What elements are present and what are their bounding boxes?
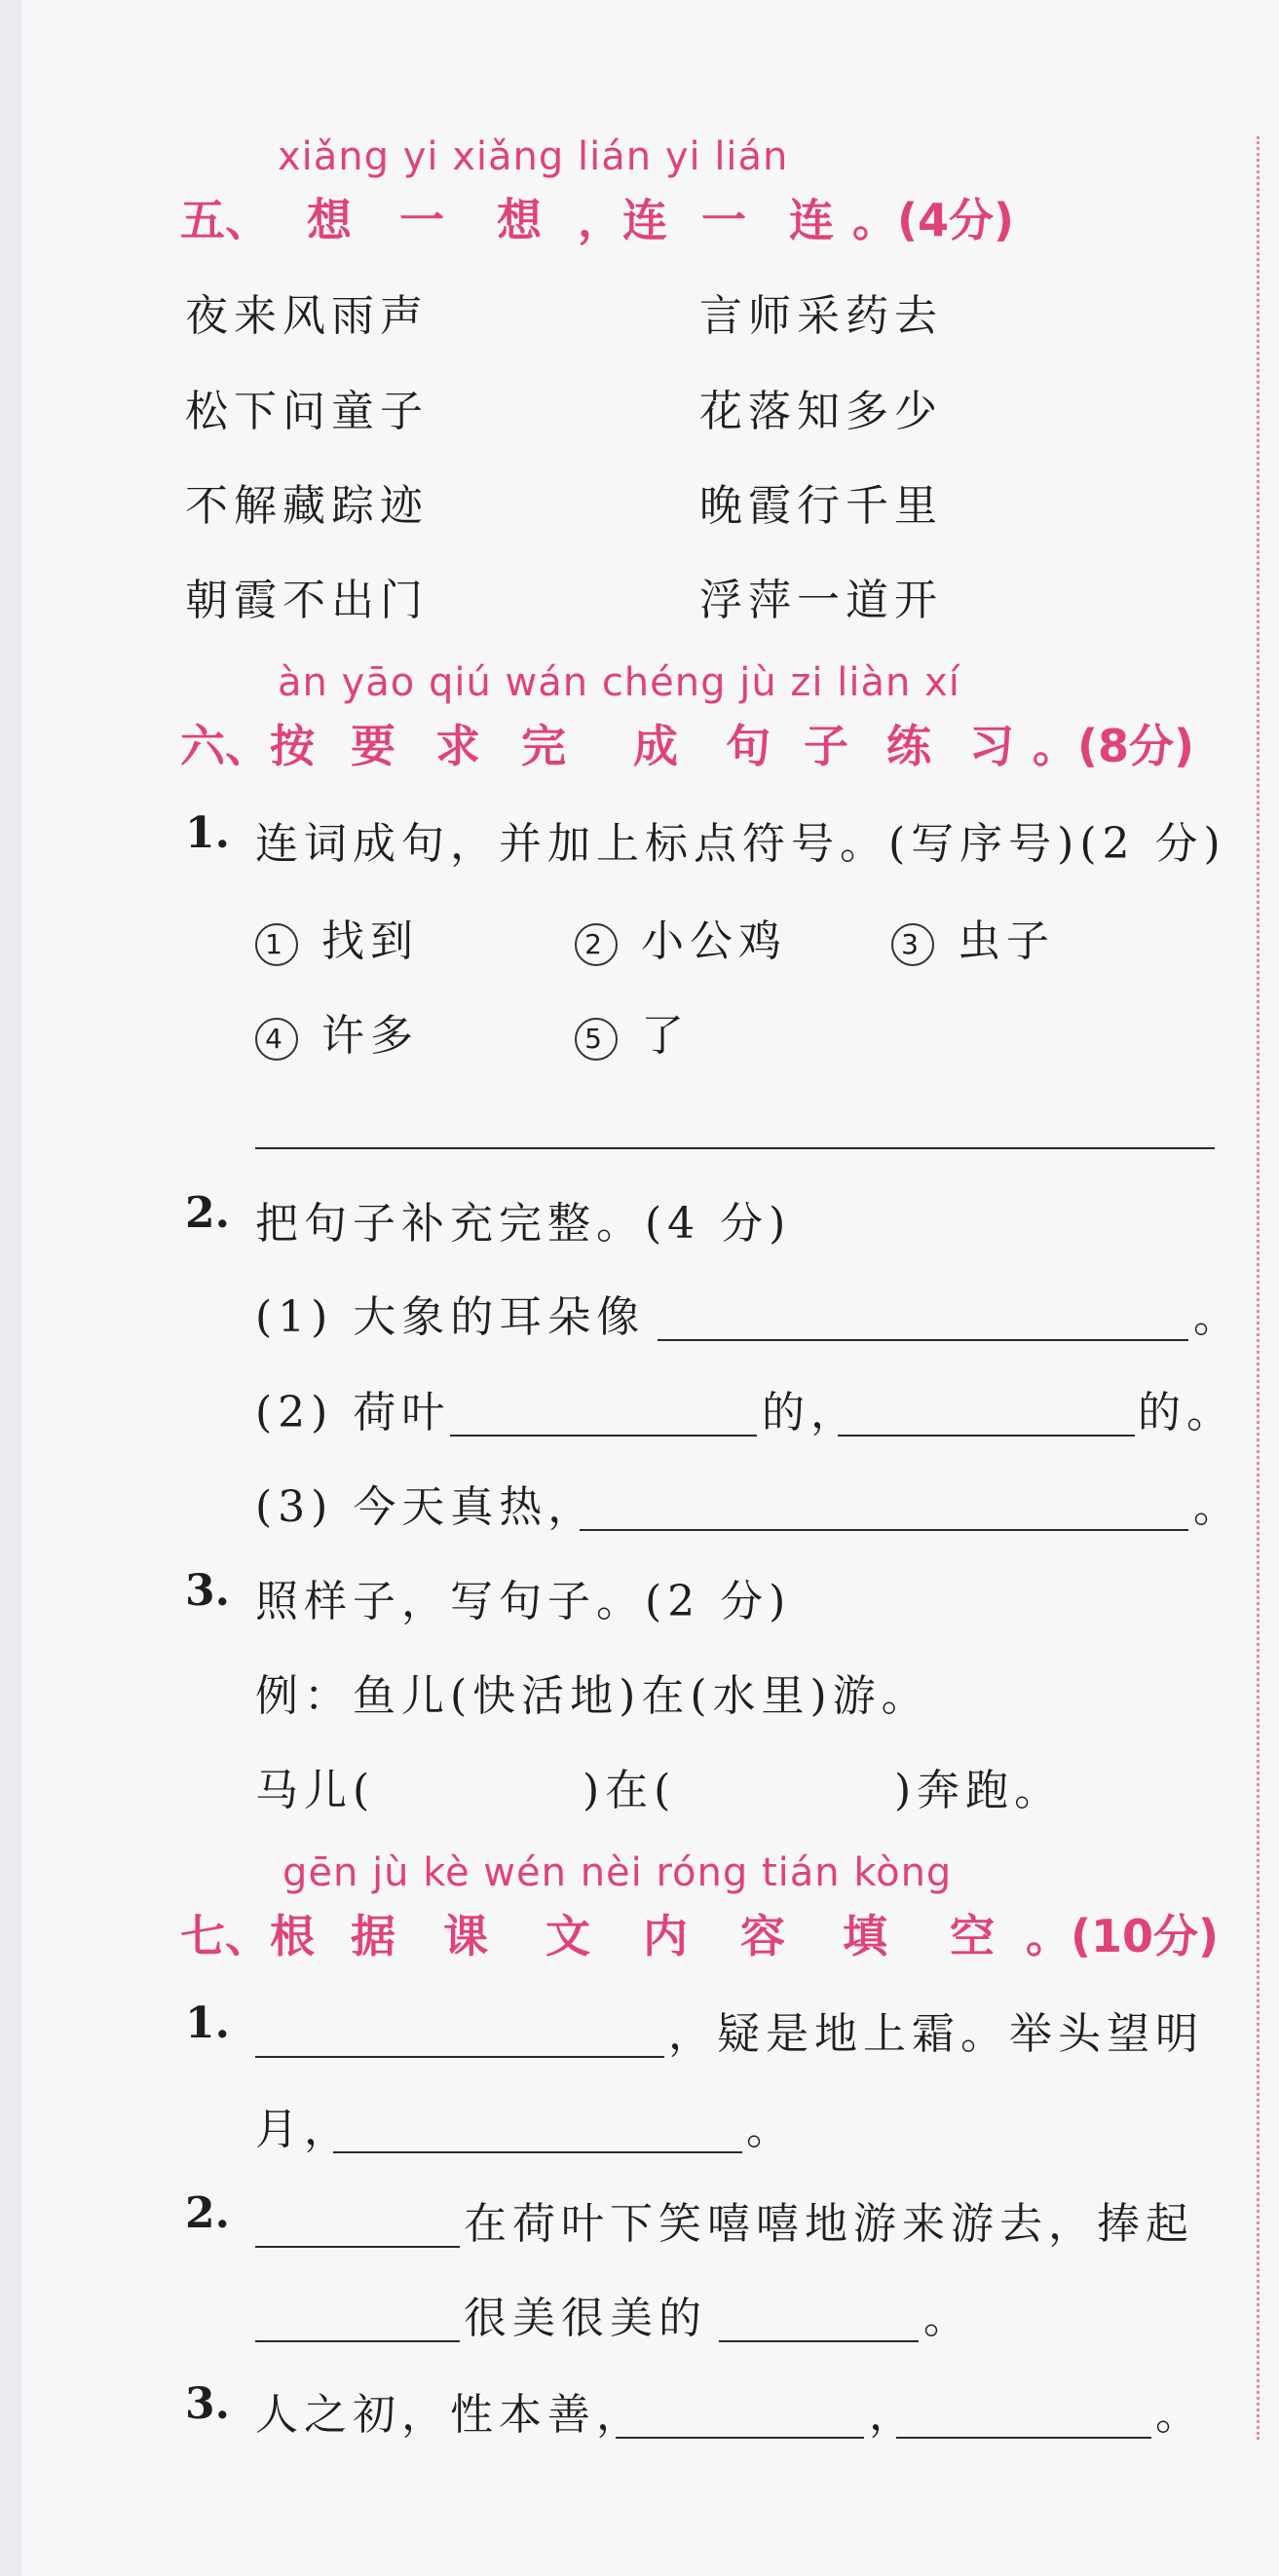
heading-part: 课 (443, 1910, 488, 1962)
word-option[interactable] (255, 1000, 419, 1063)
circled-number-1: 1 (255, 923, 298, 966)
section5-pinyin: xiǎng yi xiǎng lián yi lián (278, 134, 789, 179)
poem-right-3[interactable]: 晚霞行千里 (699, 481, 943, 531)
section6-pinyin: àn yāo qiú wán chéng jù zi liàn xí (278, 660, 960, 705)
answer-blank-q7-2c[interactable] (719, 2340, 919, 2342)
q6-3-example: 例：鱼儿(快活地)在(水里)游。 (255, 1671, 930, 1721)
q7-2-text-2: 很美很美的 (464, 2294, 707, 2343)
q7-3-text: 人之初，性本善， (255, 2390, 645, 2440)
poem-right-4[interactable]: 浮萍一道开 (699, 576, 943, 625)
circled-number-4: 4 (255, 1018, 298, 1061)
heading-part: 。(4分) (852, 194, 1015, 246)
answer-blank-q7-2a[interactable] (255, 2246, 460, 2248)
heading-part: 七、根 (180, 1910, 315, 1962)
q6-3-prompt: 照样子，写句子。(2 分) (255, 1577, 792, 1626)
heading-part: 想 (307, 194, 352, 246)
option-word: 虫子 (958, 916, 1055, 966)
q6-2-prompt: 把句子补充完整。(4 分) (255, 1199, 792, 1249)
q6-2-number: 2. (185, 1188, 230, 1238)
heading-part: 连 (789, 194, 834, 246)
q6-1-prompt: 连词成句，并加上标点符号。(写序号)(2 分) (255, 819, 1226, 869)
poem-left-2[interactable]: 松下问童子 (185, 387, 429, 436)
heading-part: 内 (643, 1910, 688, 1962)
section7-heading (180, 1901, 1220, 1962)
heading-part: 容 (740, 1910, 785, 1962)
answer-blank-q7-3a[interactable] (616, 2437, 864, 2439)
heading-part: 子 (804, 720, 848, 772)
q6-2-b-mid: 的， (762, 1388, 859, 1437)
q6-3-number: 3. (185, 1566, 230, 1616)
word-option[interactable] (575, 906, 787, 968)
heading-part: 成 (633, 720, 678, 772)
heading-part: 。(8分) (1033, 720, 1195, 772)
heading-part: 练 (886, 720, 931, 772)
q7-3-end: 。 (1155, 2390, 1204, 2440)
q7-2-number: 2. (185, 2188, 230, 2238)
q7-1-text: ，疑是地上霜。举头望明 (668, 2009, 1204, 2059)
heading-part: 一 (701, 194, 746, 246)
heading-part: 求 (435, 720, 480, 772)
answer-blank-q6-2c[interactable] (580, 1529, 1188, 1531)
option-word: 找到 (321, 916, 419, 966)
margin-rule (1257, 136, 1260, 2440)
answer-blank-q7-1b[interactable] (333, 2151, 742, 2153)
word-option[interactable] (575, 1000, 690, 1063)
q6-2-b-text: (2) 荷叶 (255, 1388, 451, 1437)
poem-left-1[interactable]: 夜来风雨声 (185, 291, 429, 341)
section6-heading (180, 711, 1203, 772)
q7-2-end: 。 (923, 2294, 972, 2343)
heading-part: 。(10分) (1026, 1910, 1220, 1962)
q7-3-number: 3. (185, 2379, 230, 2429)
q6-2-b-end: 的。 (1138, 1388, 1235, 1437)
answer-blank-q6-2b-1[interactable] (450, 1435, 757, 1437)
poem-left-3[interactable]: 不解藏踪迹 (185, 481, 429, 531)
answer-blank-q7-3b[interactable] (896, 2437, 1151, 2439)
circled-number-3: 3 (891, 923, 934, 966)
option-word: 许多 (321, 1011, 419, 1061)
circled-number-5: 5 (575, 1018, 618, 1061)
heading-part: 一 (399, 194, 444, 246)
q7-1-end: 。 (746, 2105, 795, 2154)
answer-blank-q7-2b[interactable] (255, 2340, 460, 2342)
heading-part: 填 (843, 1910, 887, 1962)
word-option[interactable] (891, 906, 1055, 968)
poem-right-2[interactable]: 花落知多少 (699, 387, 943, 436)
heading-part: 完 (521, 720, 566, 772)
q6-3-part-2: )在( (583, 1766, 677, 1815)
heading-part: 句 (726, 720, 771, 772)
heading-part: 据 (351, 1910, 395, 1962)
answer-blank-q7-1a[interactable] (255, 2056, 664, 2058)
q7-1-number: 1. (185, 1998, 230, 2048)
page-edge (0, 0, 21, 2576)
circled-number-2: 2 (575, 923, 618, 966)
heading-part: 六、按 (180, 720, 315, 772)
q6-2-c-end: 。 (1193, 1482, 1242, 1532)
answer-blank-q6-1[interactable] (255, 1147, 1215, 1149)
q6-2-a-text: (1) 大象的耳朵像 (255, 1292, 646, 1342)
poem-left-4[interactable]: 朝霞不出门 (185, 576, 429, 625)
answer-blank-q6-2b-2[interactable] (838, 1435, 1135, 1437)
answer-blank-q6-2a[interactable] (658, 1339, 1188, 1341)
option-word: 小公鸡 (641, 916, 787, 966)
q6-3-part-3: )奔跑。 (894, 1766, 1064, 1815)
q6-2-c-text: (3) 今天真热， (255, 1482, 597, 1532)
q7-2-text: 在荷叶下笑嘻嘻地游来游去，捧起 (464, 2199, 1194, 2249)
heading-part: 文 (545, 1910, 590, 1962)
heading-part: 要 (351, 720, 395, 772)
option-word: 了 (641, 1011, 690, 1061)
heading-part: 五、 (180, 194, 270, 246)
heading-part: 想 (497, 194, 542, 246)
heading-part: ，连 (578, 194, 667, 246)
q6-3-part-1: 马儿( (255, 1766, 376, 1815)
section5-heading (180, 185, 1057, 246)
q6-2-a-end: 。 (1193, 1292, 1242, 1342)
q7-1-text-2: 月， (255, 2105, 353, 2154)
section7-pinyin: gēn jù kè wén nèi róng tián kòng (282, 1850, 953, 1895)
poem-right-1[interactable]: 言师采药去 (699, 291, 943, 341)
heading-part: 空 (950, 1910, 995, 1962)
word-option[interactable] (255, 906, 419, 968)
q6-1-number: 1. (185, 808, 230, 858)
q7-3-comma: ， (869, 2390, 918, 2440)
heading-part: 习 (969, 720, 1014, 772)
